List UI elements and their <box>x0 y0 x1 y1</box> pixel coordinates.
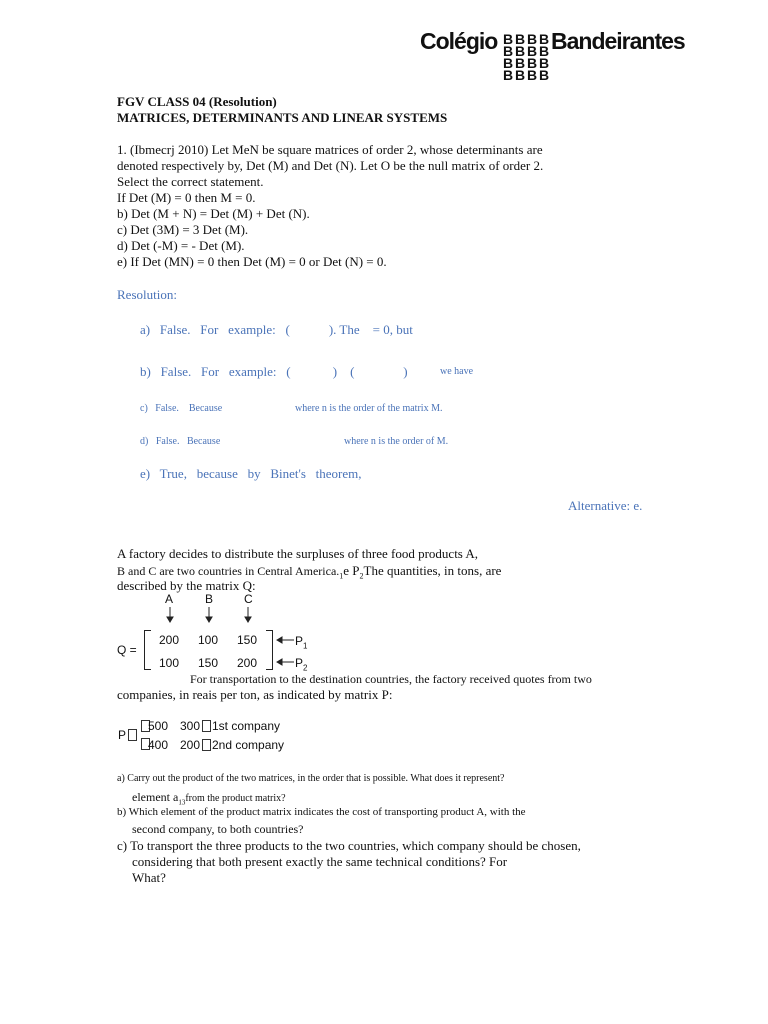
matrix-q-cell: 100 <box>159 656 180 670</box>
q1-option-e: e) If Det (MN) = 0 then Det (M) = 0 or Det (N) = 0. <box>117 254 387 269</box>
q2-item-a-text: from the product matrix? <box>185 793 286 804</box>
resolution-title: Resolution: <box>117 287 177 302</box>
matrix-p-cell: 400 <box>148 738 169 752</box>
resolution-b: b) False. For example: ( ) ( ) <box>140 364 408 379</box>
col-label-b: B <box>205 592 214 606</box>
logo-glyph: B <box>526 31 538 47</box>
subscript: 2 <box>359 571 364 581</box>
row-label-text: P <box>295 656 304 670</box>
q2-item-c-line2: considering that both present exactly the same technical conditions? For <box>132 854 508 869</box>
matrix-q-right-bracket <box>266 630 273 670</box>
matrix-q-left-bracket <box>144 630 151 670</box>
q1-line: Select the correct statement. <box>117 174 264 189</box>
subscript: 13 <box>178 798 186 807</box>
matrix-q-cell: 150 <box>237 633 258 647</box>
q2-item-a-line2 <box>132 790 286 806</box>
page-title: FGV CLASS 04 (Resolution) <box>117 94 277 109</box>
q1-option-b: b) Det (M + N) = Det (M) + Det (N). <box>117 206 310 221</box>
q1-line: denoted respectively by, Det (M) and Det (N). Let O be the null matrix of order 2. <box>117 158 544 173</box>
matrix-p-cell: 200 <box>180 738 201 752</box>
subscript: 1 <box>339 571 344 581</box>
resolution-d: d) False. Because <box>140 436 221 447</box>
matrix-q-cell: 200 <box>159 633 180 647</box>
resolution-alternative: Alternative: e. <box>568 498 643 513</box>
subscript: 2 <box>303 663 308 673</box>
matrix-q-cell: 100 <box>198 633 219 647</box>
logo-left-text: Colégio <box>420 28 498 54</box>
logo-glyph: B <box>502 43 514 59</box>
q2-item-c: c) To transport the three products to the two countries, which company should be chosen, <box>117 838 581 853</box>
q2-intro-text: e P <box>343 563 360 578</box>
row-label-p1 <box>295 634 307 650</box>
logo-glyph: B <box>538 67 550 83</box>
q1-option-d: d) Det (-M) = - Det (M). <box>117 238 245 253</box>
q2-intro: described by the matrix Q: <box>117 578 256 593</box>
matrix-p-company: 1st company <box>212 719 281 733</box>
q2-item-a-text: element a <box>132 790 179 804</box>
q2-item-b-line2: second company, to both countries? <box>132 822 304 836</box>
logo-glyph: B <box>526 67 538 83</box>
q2-item-b: b) Which element of the product matrix indicates the cost of transporting product A, with the <box>117 806 526 818</box>
resolution-b-note: we have <box>440 366 474 377</box>
q2-intro-text: The quantities, in tons, are <box>363 563 502 578</box>
resolution-d-note: where n is the order of M. <box>344 436 449 447</box>
logo-glyph: B <box>526 55 538 71</box>
matrix-q-cell: 200 <box>237 656 258 670</box>
q2-item-c-line3: What? <box>132 870 166 885</box>
matrix-p-label: P <box>118 728 127 742</box>
q2-intro-text: B and C are two countries in Central America. <box>117 564 340 578</box>
col-label-a: A <box>165 592 174 606</box>
matrix-q-cell: 150 <box>198 656 219 670</box>
logo-right-text: Bandeirantes <box>551 28 685 54</box>
logo-glyph: B <box>502 31 514 47</box>
logo-glyph: B <box>538 43 550 59</box>
q1-option-a: If Det (M) = 0 then M = 0. <box>117 190 256 205</box>
missing-glyph-icon <box>128 729 137 741</box>
logo-glyph: B <box>514 31 526 47</box>
matrix-q-label: Q = <box>117 643 137 657</box>
q1-option-c: c) Det (3M) = 3 Det (M). <box>117 222 249 237</box>
col-label-c: C <box>244 592 253 606</box>
logo-glyph: B <box>526 43 538 59</box>
resolution-a: a) False. For example: ( ). The = 0, but <box>140 322 413 337</box>
logo-glyph: B <box>514 67 526 83</box>
matrix-p-company: 2nd company <box>212 738 285 752</box>
logo-grid <box>502 33 550 81</box>
q2-item-a: a) Carry out the product of the two matrices, in the order that is possible. What does it represent? <box>117 773 505 784</box>
logo-glyph: B <box>502 67 514 83</box>
logo-glyph: B <box>502 55 514 71</box>
subscript: 1 <box>303 641 308 651</box>
row-label-text: P <box>295 634 304 648</box>
resolution-c: c) False. Because <box>140 403 223 414</box>
resolution-e: e) True, because by Binet's theorem, <box>140 466 362 481</box>
matrix-p-cell: 500 <box>148 719 169 733</box>
row-label-p2 <box>295 656 307 672</box>
matrix-p-cell: 300 <box>180 719 201 733</box>
missing-glyph-icon <box>202 739 211 751</box>
logo-glyph: B <box>538 55 550 71</box>
page-subtitle: MATRICES, DETERMINANTS AND LINEAR SYSTEMS <box>117 110 448 125</box>
left-arrows <box>276 632 296 668</box>
down-arrows <box>160 606 260 624</box>
transport-line: For transportation to the destination countries, the factory received quotes from two <box>190 672 592 686</box>
resolution-c-note: where n is the order of the matrix M. <box>295 403 443 414</box>
missing-glyph-icon <box>202 720 211 732</box>
logo-glyph: B <box>514 55 526 71</box>
q1-line: 1. (Ibmecrj 2010) Let MeN be square matrices of order 2, whose determinants are <box>117 142 543 157</box>
q2-intro: A factory decides to distribute the surpluses of three food products A, <box>117 546 479 561</box>
logo-glyph: B <box>514 43 526 59</box>
logo-glyph: B <box>538 31 550 47</box>
transport-line: companies, in reais per ton, as indicated by matrix P: <box>117 687 393 702</box>
